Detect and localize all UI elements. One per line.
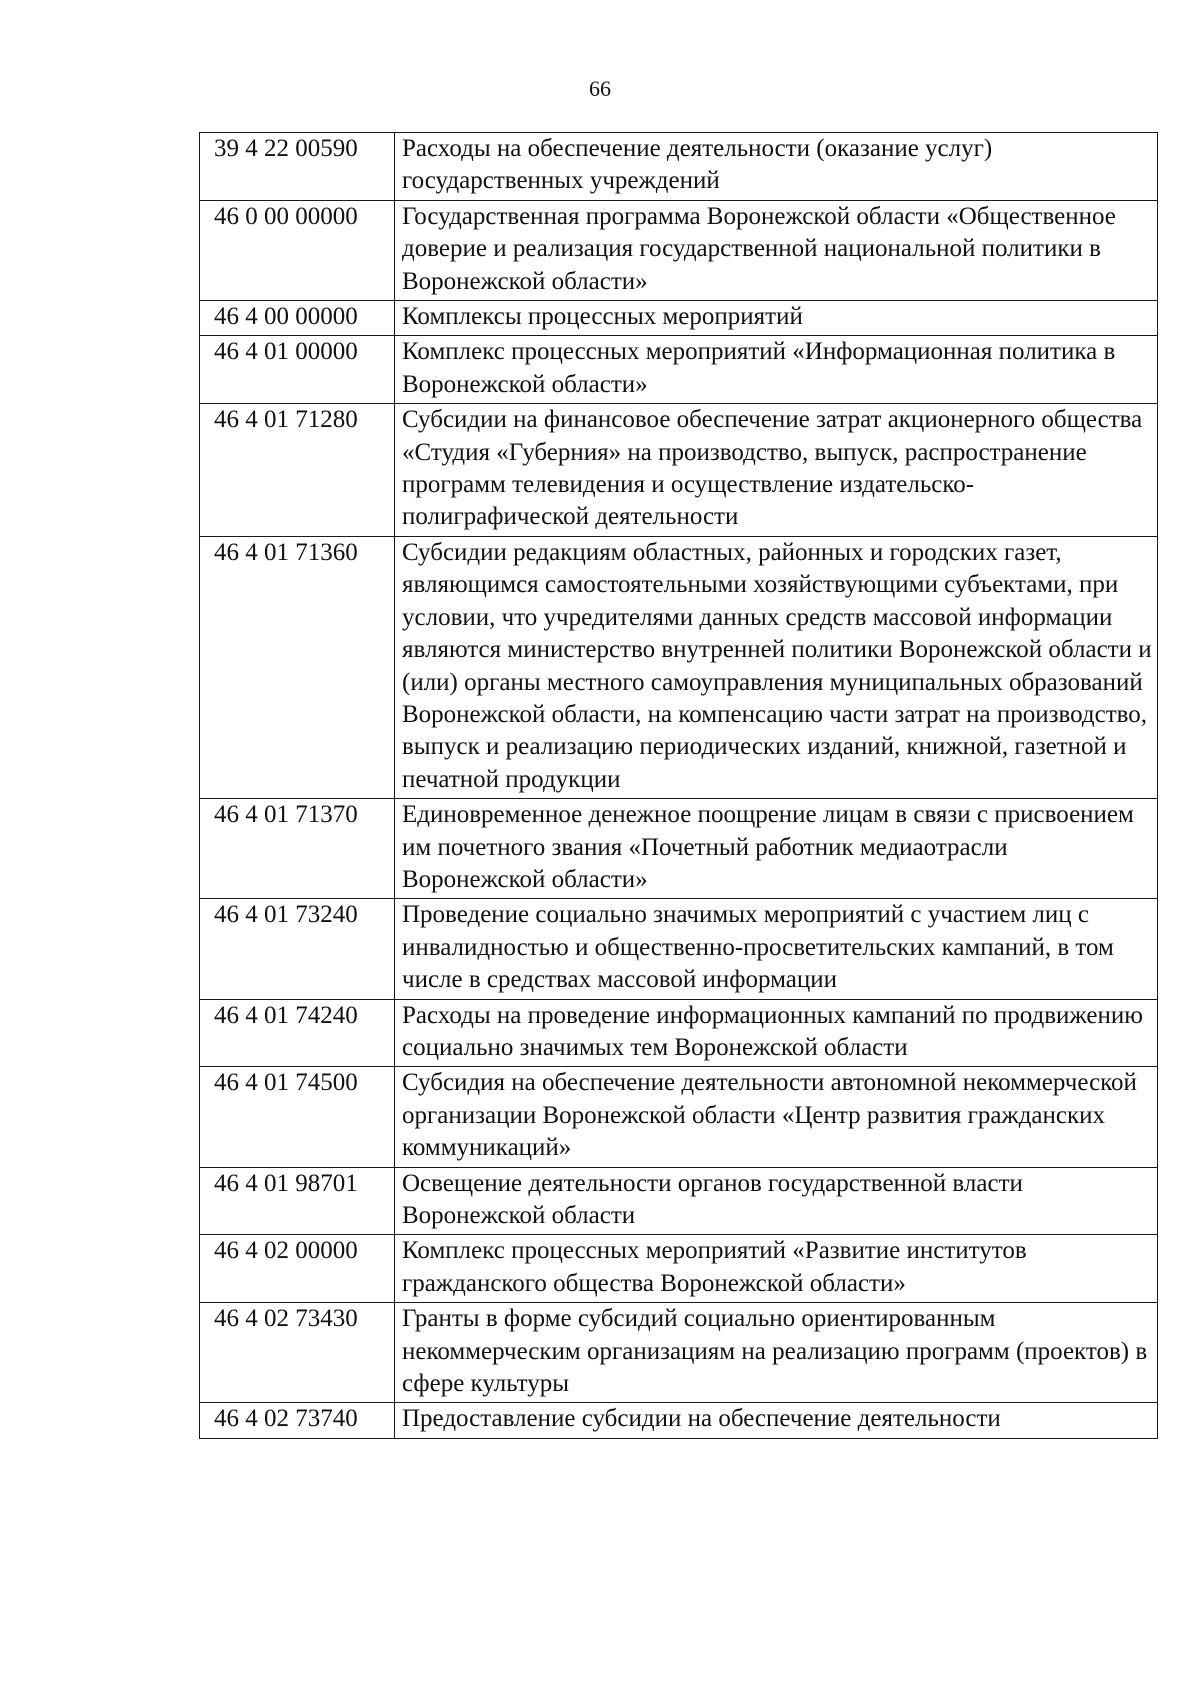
table-row <box>200 999 1158 1067</box>
row-description: Субсидия на обеспечение деятельности автономной некоммерческой организации Воронежской области «Центр развития гражданских коммуникаций» <box>395 1067 1158 1167</box>
row-code: 46 4 01 71370 <box>200 799 395 899</box>
row-code: 46 4 01 73240 <box>200 899 395 999</box>
row-code: 46 4 01 00000 <box>200 336 395 404</box>
row-code: 46 4 01 71360 <box>200 536 395 798</box>
row-description: Комплекс процессных мероприятий «Информационная политика в Воронежской области» <box>395 336 1158 404</box>
row-code: 39 4 22 00590 <box>200 133 395 201</box>
table-row <box>200 1303 1158 1403</box>
row-code: 46 4 01 71280 <box>200 404 395 537</box>
row-code: 46 4 01 74500 <box>200 1067 395 1167</box>
table-row <box>200 200 1158 300</box>
table-row <box>200 133 1158 201</box>
row-description: Расходы на проведение информационных кампаний по продвижению социально значимых тем Воронежской области <box>395 999 1158 1067</box>
row-code: 46 4 00 00000 <box>200 301 395 336</box>
row-code: 46 0 00 00000 <box>200 200 395 300</box>
row-description: Освещение деятельности органов государственной власти Воронежской области <box>395 1167 1158 1235</box>
budget-classification-table <box>199 132 1158 1439</box>
row-description: Гранты в форме субсидий социально ориентированным некоммерческим организациям на реализацию программ (проектов) в сфере культуры <box>395 1303 1158 1403</box>
table-row <box>200 1235 1158 1303</box>
row-description: Государственная программа Воронежской области «Общественное доверие и реализация государственной национальной политики в Воронежской области» <box>395 200 1158 300</box>
row-description: Субсидии на финансовое обеспечение затрат акционерного общества «Студия «Губерния» на производство, выпуск, распространение программ телевидения и осуществление издательско-полиграфической деятельности <box>395 404 1158 537</box>
row-description: Комплекс процессных мероприятий «Развитие институтов гражданского общества Воронежской области» <box>395 1235 1158 1303</box>
table-row <box>200 1067 1158 1167</box>
row-description: Предоставление субсидии на обеспечение деятельности <box>395 1403 1158 1438</box>
table-row <box>200 1403 1158 1438</box>
table-row <box>200 799 1158 899</box>
row-description: Единовременное денежное поощрение лицам в связи с присвоением им почетного звания «Почетный работник медиаотрасли Воронежской области» <box>395 799 1158 899</box>
row-code: 46 4 01 98701 <box>200 1167 395 1235</box>
row-code: 46 4 02 73430 <box>200 1303 395 1403</box>
row-description: Субсидии редакциям областных, районных и городских газет, являющимся самостоятельными хозяйствующими субъектами, при условии, что учредителями данных средств массовой информации являются министерство внутренней политики Воронежской области и (или) органы местного самоуправления муниципальных образований Воронежской области, на компенсацию части затрат на производство, выпуск и реализацию периодических изданий, книжной, газетной и печатной продукции <box>395 536 1158 798</box>
row-description: Проведение социально значимых мероприятий с участием лиц с инвалидностью и общественно-просветительских кампаний, в том числе в средствах массовой информации <box>395 899 1158 999</box>
page-number: 66 <box>589 76 611 101</box>
table-row <box>200 536 1158 798</box>
row-description: Комплексы процессных мероприятий <box>395 301 1158 336</box>
table-row <box>200 404 1158 537</box>
table-row <box>200 899 1158 999</box>
table-row <box>200 1167 1158 1235</box>
table-row <box>200 336 1158 404</box>
table-row <box>200 301 1158 336</box>
row-code: 46 4 02 73740 <box>200 1403 395 1438</box>
row-code: 46 4 01 74240 <box>200 999 395 1067</box>
row-description: Расходы на обеспечение деятельности (оказание услуг) государственных учреждений <box>395 133 1158 201</box>
row-code: 46 4 02 00000 <box>200 1235 395 1303</box>
